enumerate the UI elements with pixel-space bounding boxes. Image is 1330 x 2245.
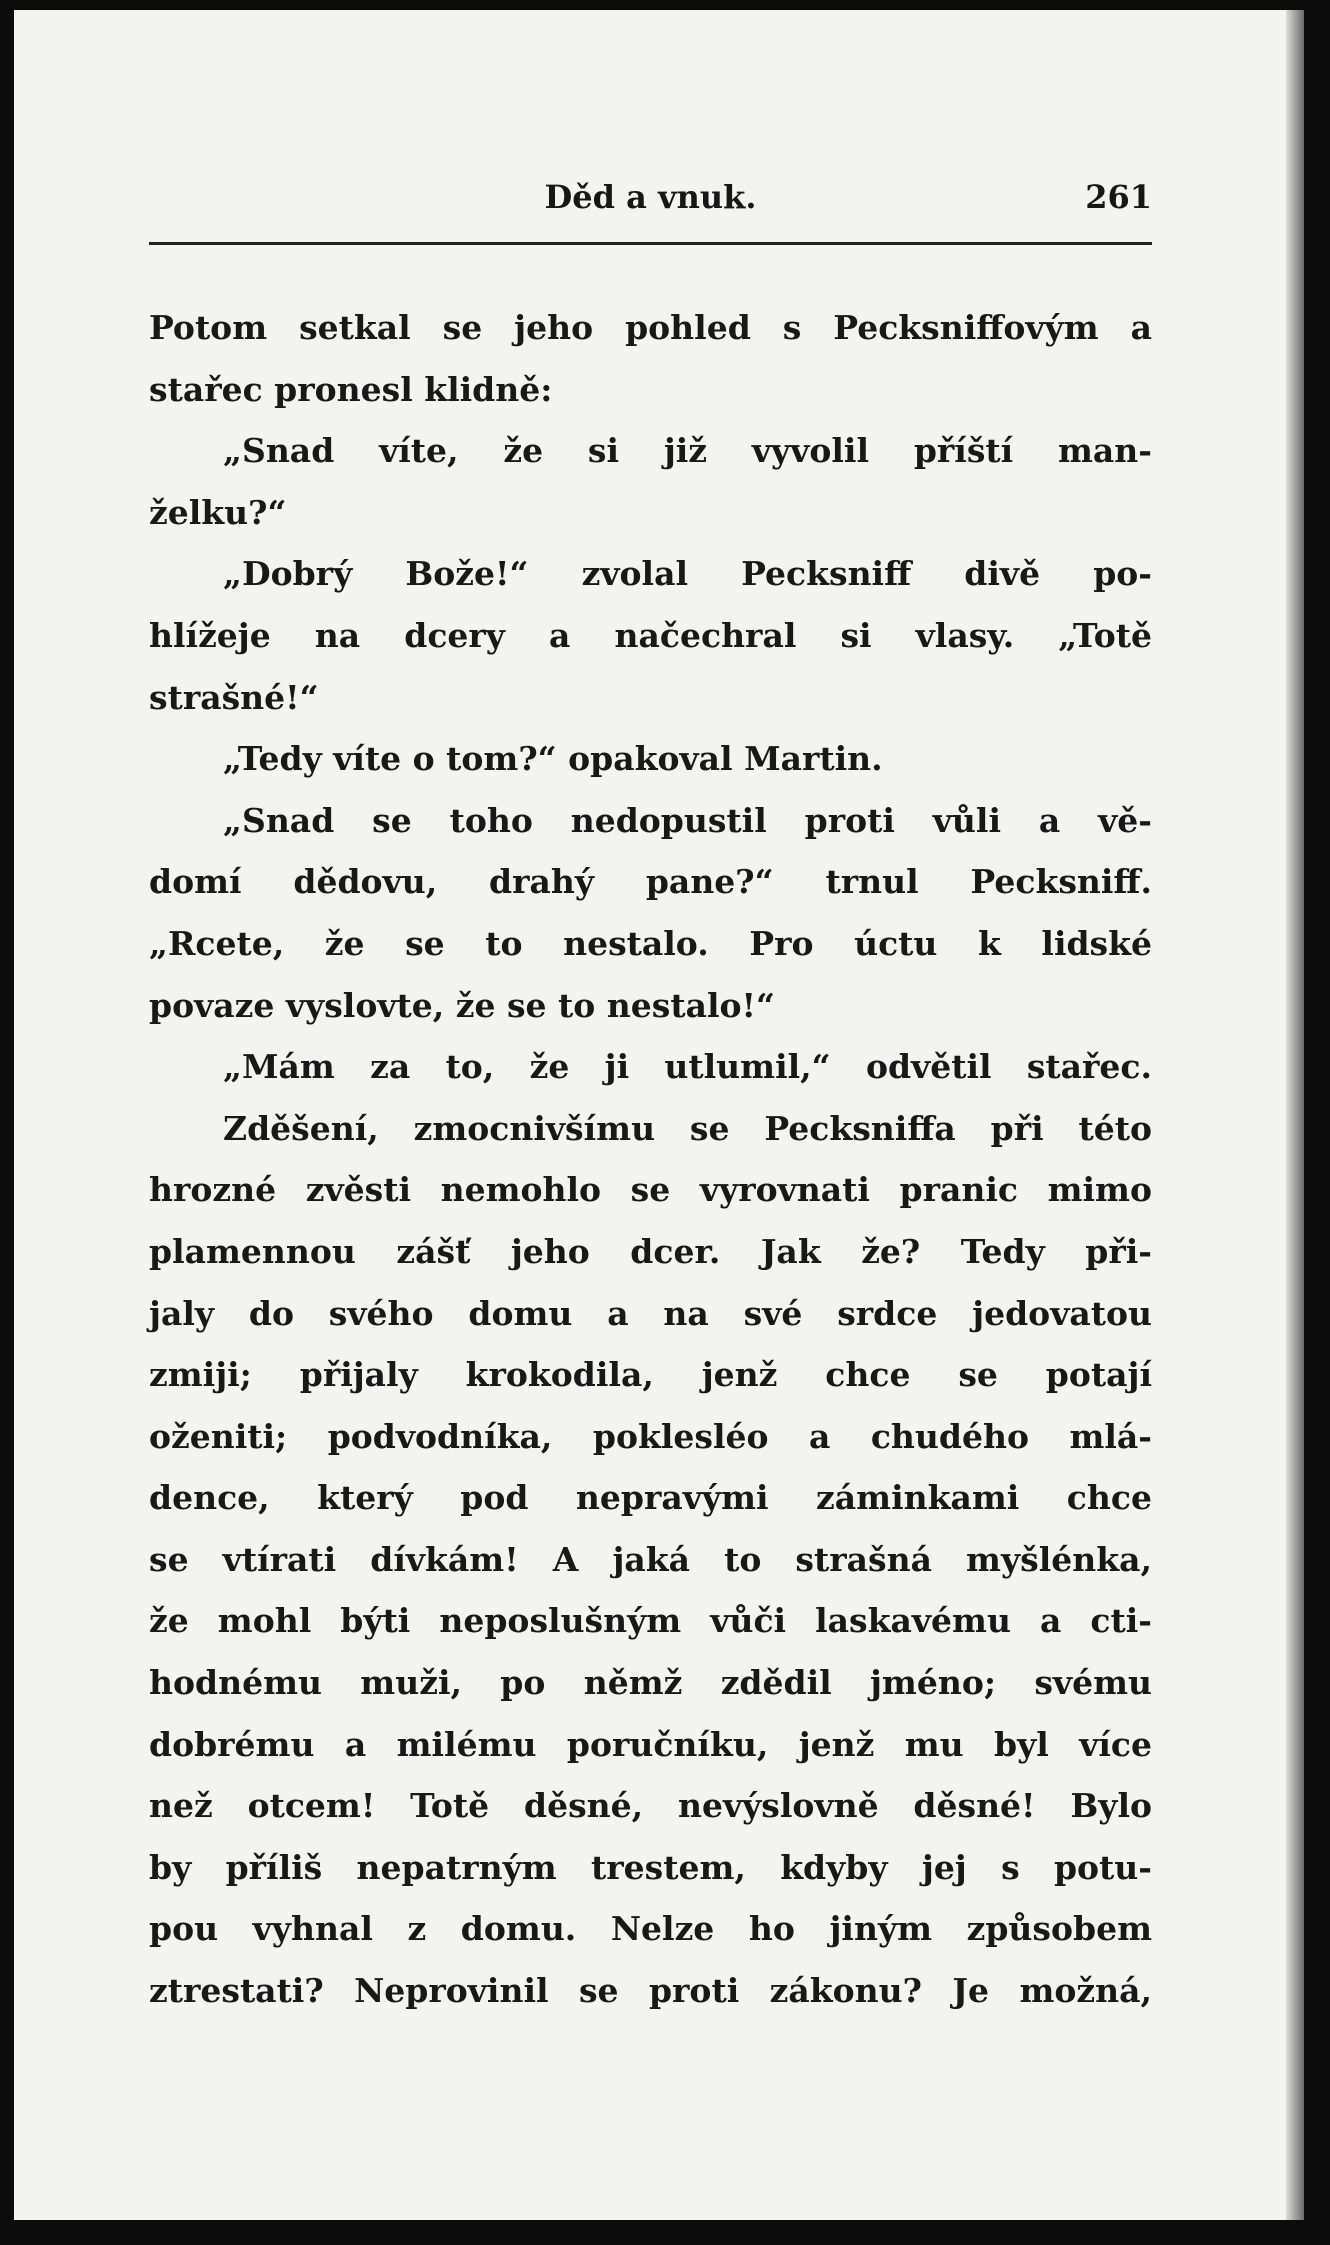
text-line: strašné!“ [149,677,319,717]
text-line: oženiti; podvodníka, poklesléo a chudého mlá- [149,1416,1152,1456]
text-line: dobrému a milému poručníku, jenž mu byl více [149,1724,1152,1764]
text-line: želku?“ [149,492,287,532]
text-line: hodnému muži, po němž zdědil jméno; svému [149,1663,1152,1703]
text-line: se vtírati dívkám! A jaká to strašná myšlénka, [149,1539,1152,1579]
text-line: jaly do svého domu a na své srdce jedovatou [149,1293,1152,1333]
text-line: povaze vyslovte, že se to nestalo!“ [149,985,775,1025]
text-line: pou vyhnal z domu. Nelze ho jiným způsobem [149,1909,1152,1949]
text-line: plamennou zášť jeho dcer. Jak že? Tedy při- [149,1231,1152,1271]
page-edge-shadow [1286,10,1304,2220]
text-line: „Snad víte, že si již vyvolil příští man- [223,431,1152,471]
body-text [149,297,1152,2022]
running-title: Děd a vnuk. [544,178,757,216]
text-line: dence, který pod nepravými záminkami chce [149,1478,1152,1518]
text-line: by příliš nepatrným trestem, kdyby jej s potu- [149,1847,1152,1887]
text-line: stařec pronesl klidně: [149,369,553,409]
text-line: „Dobrý Bože!“ zvolal Pecksniff divě po- [223,554,1152,594]
text-line: domí dědovu, drahý pane?“ trnul Pecksniff. [149,862,1152,902]
page-number: 261 [1085,178,1152,216]
text-line: než otcem! Totě děsné, nevýslovně děsné! Bylo [149,1786,1152,1826]
text-line: „Rcete, že se to nestalo. Pro úctu k lidské [149,923,1152,963]
text-line: „Snad se toho nedopustil proti vůli a vě- [223,800,1152,840]
book-page [14,10,1304,2220]
text-line: hlížeje na dcery a načechral si vlasy. „Totě [149,615,1152,655]
text-line: Zděšení, zmocnivšímu se Pecksniffa při této [223,1108,1152,1148]
text-line: „Mám za to, že ji utlumil,“ odvětil stařec. [223,1047,1152,1087]
text-line: že mohl býti neposlušným vůči laskavému a cti- [149,1601,1152,1641]
text-line: ztrestati? Neprovinil se proti zákonu? Je možná, [149,1971,1152,2011]
text-line: zmiji; přijaly krokodila, jenž chce se potají [149,1355,1152,1395]
page-header [149,172,1152,230]
text-line: Potom setkal se jeho pohled s Pecksniffovým a [149,308,1152,347]
header-rule [149,242,1152,245]
text-line: hrozné zvěsti nemohlo se vyrovnati pranic mimo [149,1170,1152,1210]
text-line: „Tedy víte o tom?“ opakoval Martin. [223,739,883,779]
